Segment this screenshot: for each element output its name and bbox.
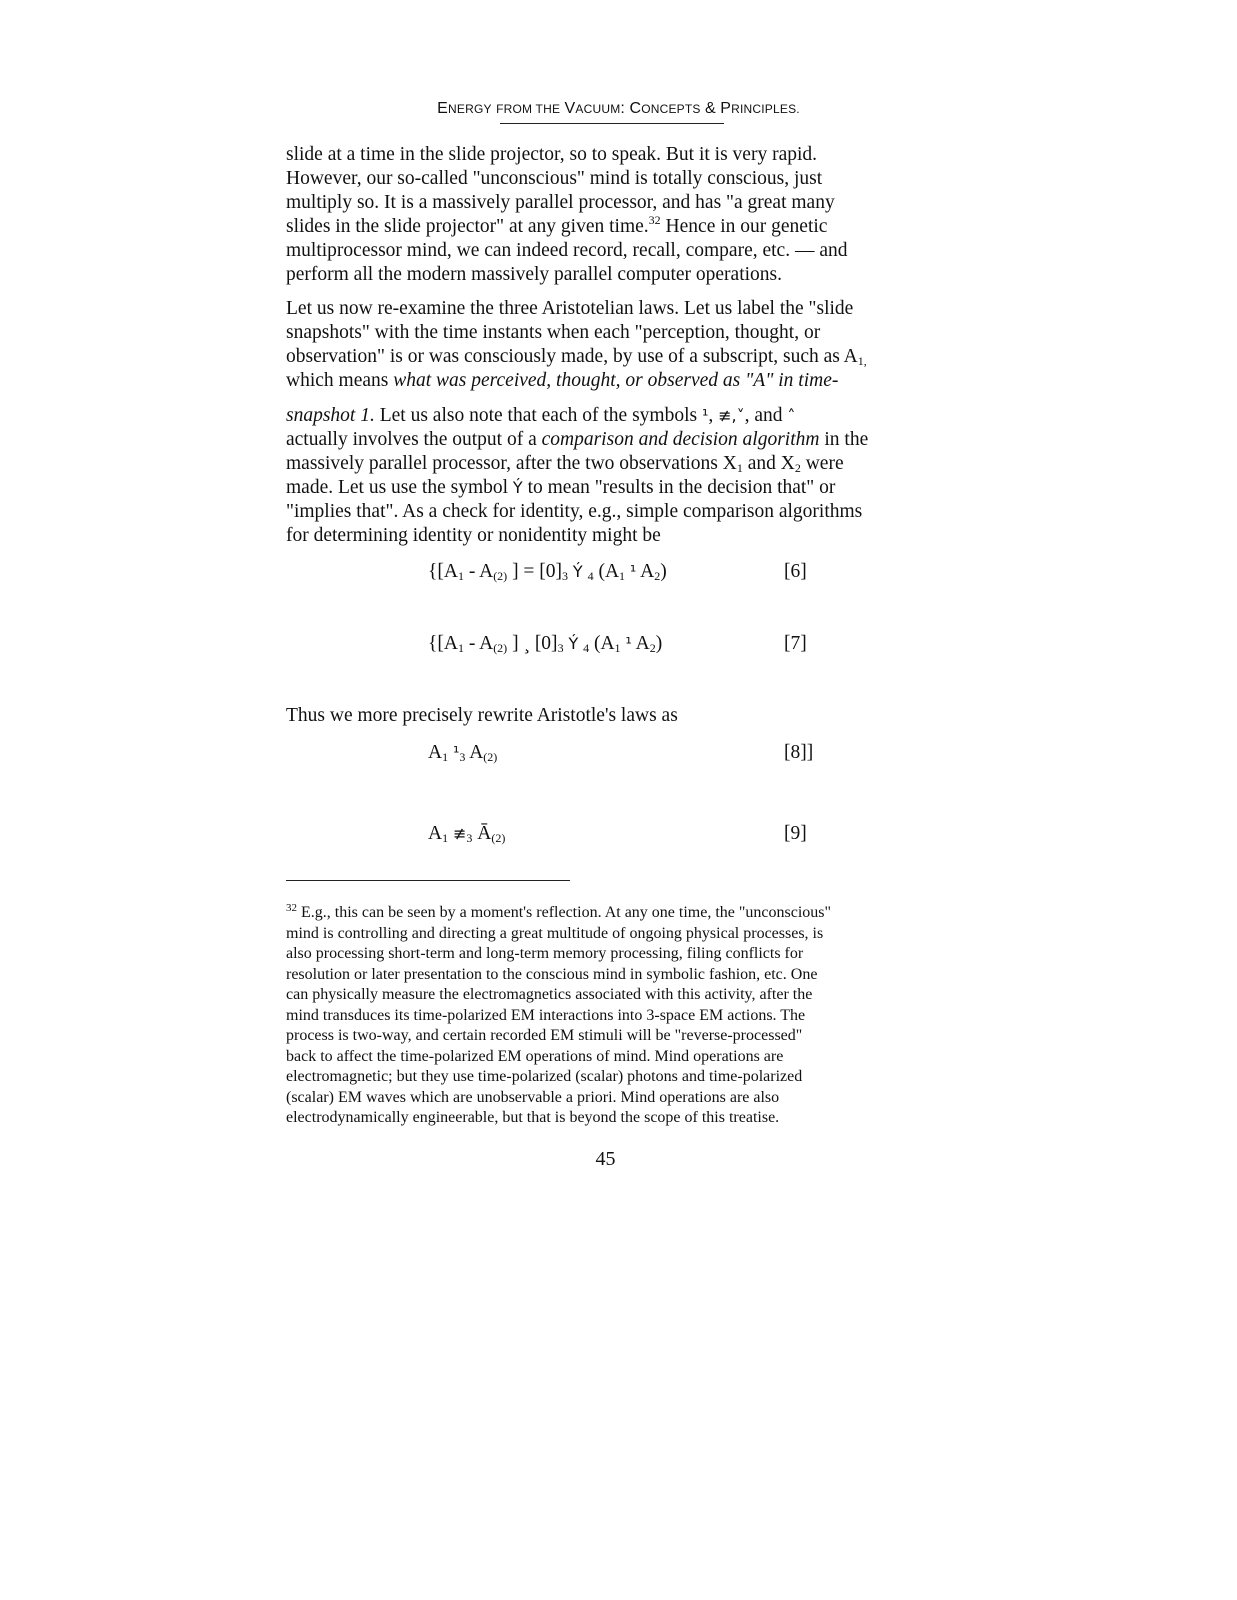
- symbol-implies: Ý: [572, 562, 583, 581]
- paragraph-3: snapshot 1. Let us also note that each of the symbols ¹, ≢,˅, and ˄ actually involves the output of a comparison and decision algorithm in the massively parallel processor, after the two observations $X_1$ and $X_2$ were made. Let us use the symbol Ý to mean "results in the decision that" or "implies that". As a check for identity, e.g., simple comparison algorithms for determining identity or nonidentity might be: [286, 405, 869, 546]
- footnote-32: $^{32}$ E.g., this can be seen by a moment's reflection. At any one time, the "unconscious" mind is controlling and directing a great multitude of ongoing physical processes, is also processing short-term and long-term memory processing, filing conflicts for resolution or later presentation to the conscious mind in symbolic fashion, etc. One can physically measure the electromagnetics associated with this activity, after the mind transduces its time-polarized EM interactions into 3-space EM actions. The process is two-way, and certain recorded EM stimuli will be "reverse-processed" back to affect the time-polarized EM operations of mind. Mind operations are electromagnetic; but they use time-polarized (scalar) photons and time-polarized (scalar) EM waves which are unobservable a priori. Mind operations are also electrodynamically engineerable, but that is beyond the scope of this treatise.: [286, 902, 832, 1126]
- page-number: 45: [595, 1148, 616, 1170]
- symbol-and: ˄: [787, 406, 796, 425]
- symbol-or: ˅: [736, 406, 745, 425]
- equation-number: [6]: [784, 561, 807, 582]
- equation-number: [9]: [784, 823, 807, 844]
- equation-8: [428, 742, 828, 768]
- footnote-marker: 32: [286, 902, 297, 914]
- paragraph-1: slide at a time in the slide projector, so to speak. But it is very rapid. However, our so-called "unconscious" mind is totally conscious, just multiply so. It is a massively parallel processor, and has "a great many slides in the slide projector" at any given time.$^{32}$ Hence in our genetic multiprocessor mind, we can indeed record, recall, compare, etc. — and perform all the modern massively parallel computer operations.: [286, 144, 848, 285]
- equation-number: [7]: [784, 633, 807, 654]
- paragraph-4: Thus we more precisely rewrite Aristotle's laws as: [286, 705, 678, 726]
- equation-expression: $A_1$ $^1_3$ $A_{(2)}$: [428, 742, 498, 764]
- equation-7: [428, 633, 828, 659]
- footnote-reference[interactable]: 32: [648, 213, 661, 227]
- symbol-implies: Ý: [568, 634, 579, 653]
- header-rule: [500, 123, 724, 124]
- equation-number: [8]]: [784, 742, 814, 763]
- symbol-implies: Ý: [512, 478, 523, 497]
- equation-expression: {[$A_1 - A_{(2)}$ ] = $[0]_3$ Ý $_4$ ($A_1$ ¹ $A_2$): [428, 561, 667, 583]
- symbol-not-equivalent: ≢,: [718, 406, 737, 425]
- equation-9: [428, 823, 828, 849]
- equation-expression: {[$A_1 - A_{(2)}$ ] ¸ $[0]_3$ Ý $_4$ ($A_1$ ¹ $A_2$): [428, 633, 663, 655]
- running-header: ENERGY FROM THE VACUUM: CONCEPTS & PRINCIPLES.: [437, 100, 800, 117]
- symbol-not-identical: ¹: [701, 406, 709, 425]
- equation-6: [428, 561, 828, 587]
- equation-expression: $A_1$ $≢_3$ $Ā_{(2)}$: [428, 823, 506, 845]
- paragraph-2: Let us now re-examine the three Aristotelian laws. Let us label the "slide snapshots" with the time instants when each "perception, thought, or observation" is or was consciously made, by use of a subscript, such as $A_{1,}$ which means what was perceived, thought, or observed as "A" in time-: [286, 298, 867, 391]
- footnote-separator: [286, 880, 570, 881]
